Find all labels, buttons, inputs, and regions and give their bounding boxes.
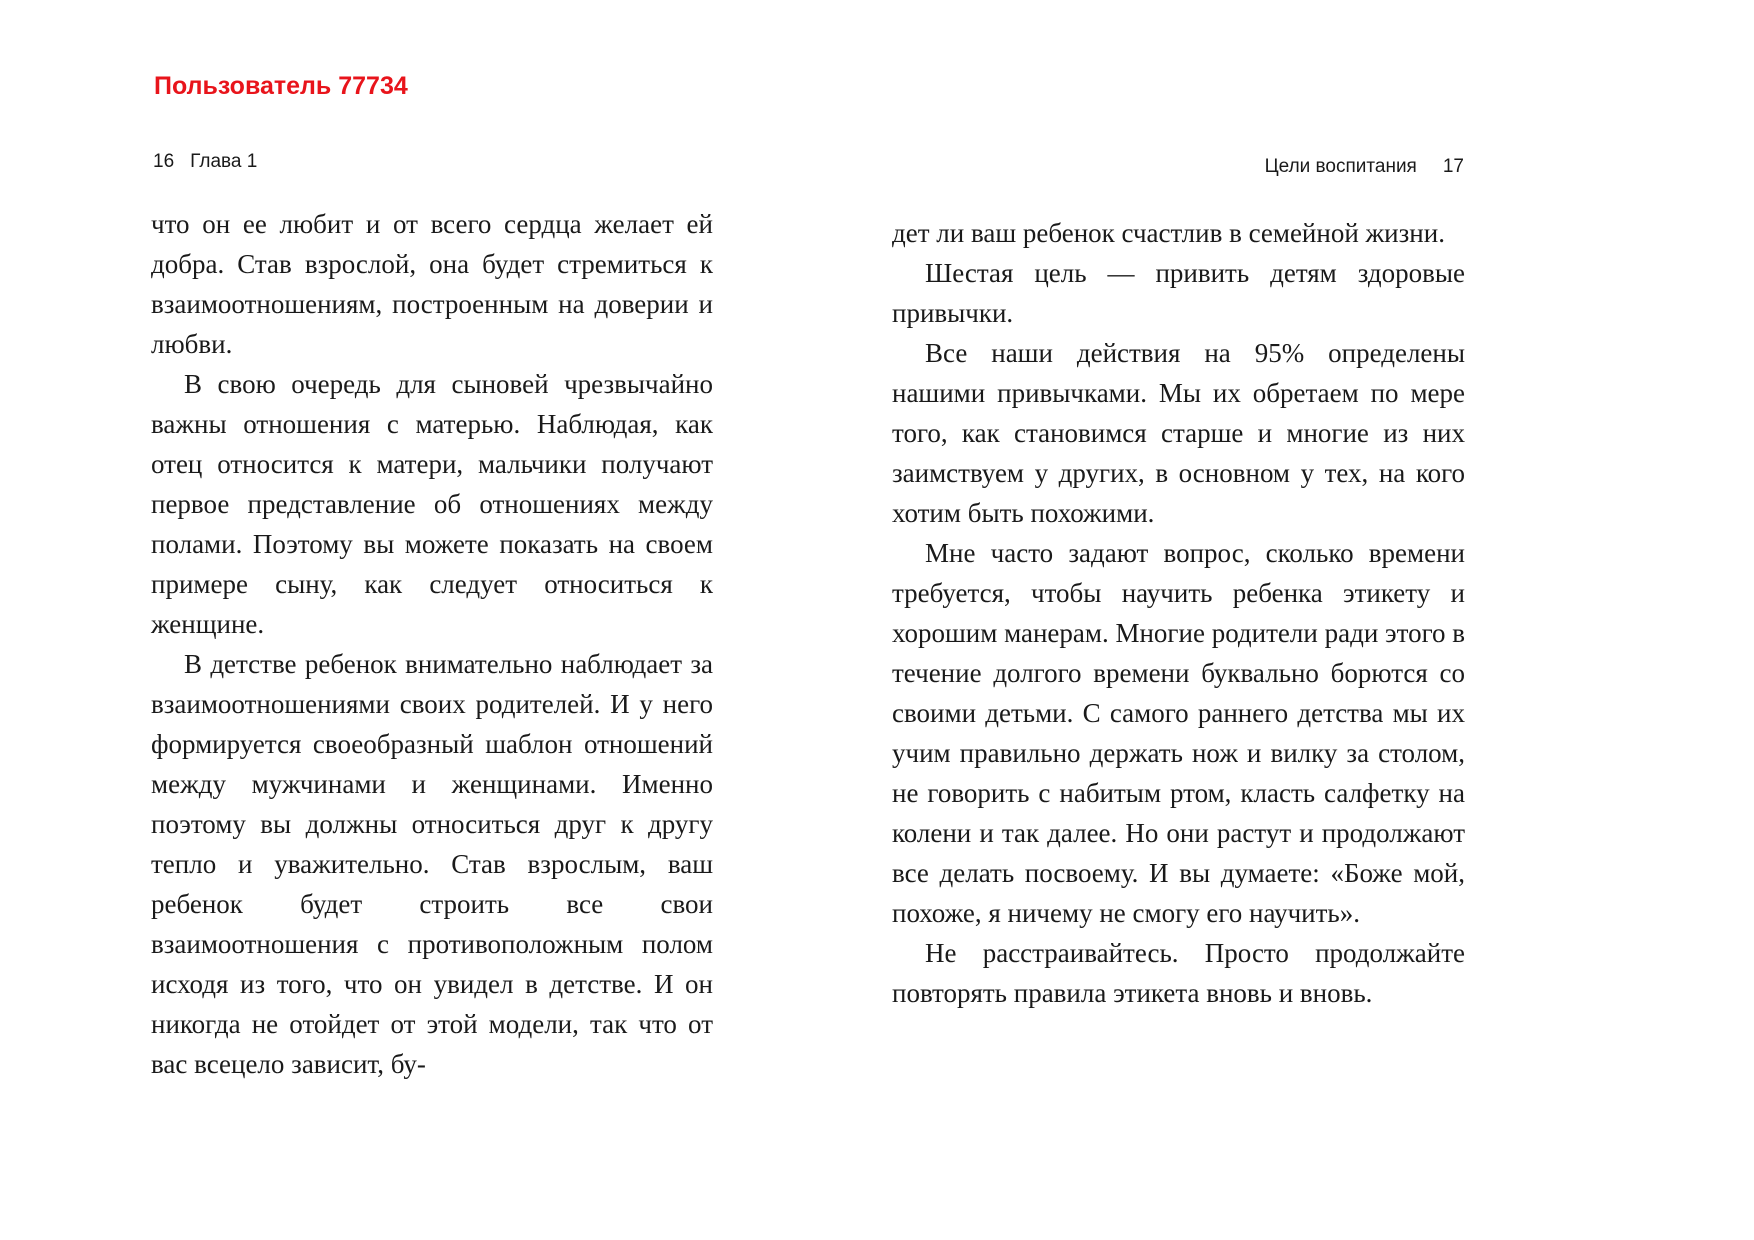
paragraph: Мне часто задают вопрос, сколько времени требуется, чтобы научить ребенка этикету и хорошим манерам. Многие родители ради этого в течение долгого времени буквально борются со своими детьми. С самого раннего детства мы их учим правильно держать нож и вилку за столом, не говорить с набитым ртом, класть салфетку на колени и так далее. Но они растут и продолжают все делать посвоему. И вы думаете: «Боже мой, похоже, я ничему не смогу его научить».: [892, 538, 1465, 928]
paragraph: Шестая цель — привить детям здоровые привычки.: [892, 258, 1465, 328]
paragraph: Все наши действия на 95% определены нашими привычками. Мы их обретаем по мере того, как становимся старше и многие из них заимствуем у других, в основном у тех, на кого хотим быть похожими.: [892, 338, 1465, 528]
right-page-number: 17: [1442, 156, 1464, 177]
left-page-number: 16: [153, 151, 175, 172]
right-running-head: [1240, 156, 1464, 178]
paragraph: что он ее любит и от всего сердца желает ей добра. Став взрослой, она будет стремиться к взаимоотношениям, построенным на доверии и любви.: [151, 209, 713, 359]
paragraph: Не расстраивайтесь. Просто продолжайте повторять правила этикета вновь и вновь.: [892, 938, 1465, 1008]
right-page-body: [892, 213, 1465, 1013]
paragraph: В детстве ребенок внимательно наблюдает за взаимоотношениями своих родителей. И у него формируется своеобразный шаблон отношений между мужчинами и женщинами. Именно поэтому вы должны относиться друг к другу тепло и уважительно. Став взрослым, ваш ребенок будет строить все свои взаимоотношения с противоположным полом исходя из того, что он увидел в детстве. И он никогда не отойдет от этой модели, так что от вас всецело зависит, бу-: [151, 649, 713, 1079]
left-page-body: [151, 204, 713, 1084]
paragraph: В свою очередь для сыновей чрезвычайно важны отношения с матерью. Наблюдая, как отец относится к матери, мальчики получают первое представление об отношениях между полами. Поэтому вы можете показать на своем примере сыну, как следует относиться к женщине.: [151, 369, 713, 639]
right-running-title: Цели воспитания: [1264, 156, 1417, 177]
left-running-head: [153, 151, 257, 173]
user-label: Пользователь 77734: [154, 72, 408, 100]
left-running-title: Глава 1: [190, 151, 258, 172]
paragraph: дет ли ваш ребенок счастлив в семейной жизни.: [892, 218, 1445, 248]
